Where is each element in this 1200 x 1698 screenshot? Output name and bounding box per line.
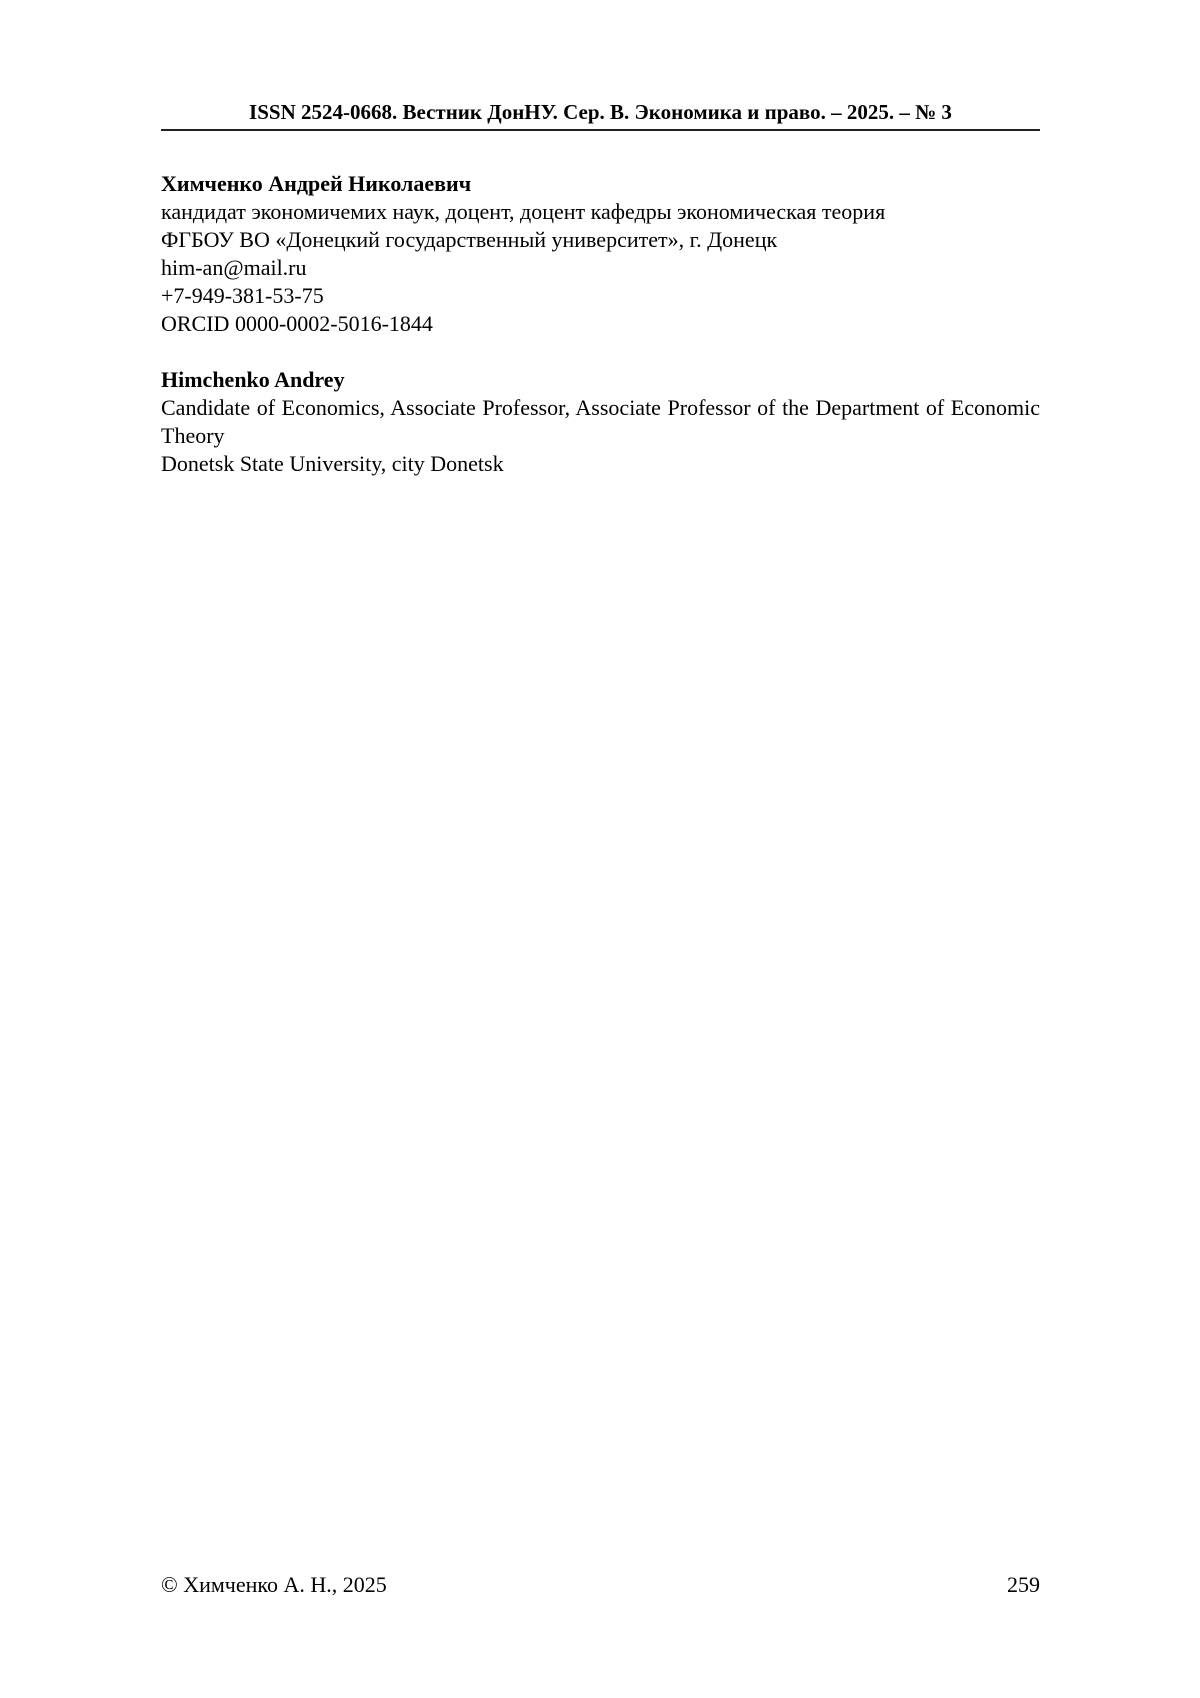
author-phone: +7-949-381-53-75 bbox=[161, 283, 324, 308]
author-orcid: ORCID 0000-0002-5016-1844 bbox=[161, 311, 433, 336]
author-email: him-an@mail.ru bbox=[161, 255, 307, 280]
author-affiliation-ru: ФГБОУ ВО «Донецкий государственный университет», г. Донецк bbox=[161, 227, 778, 252]
author-degree-en: Candidate of Economics, Associate Professor, Associate Professor of the Department of Economic Theory bbox=[161, 395, 1040, 448]
author-degree-ru: кандидат экономичемих наук, доцент, доцент кафедры экономическая теория bbox=[161, 199, 886, 224]
author-name-ru: Химченко Андрей Николаевич bbox=[161, 171, 472, 196]
author-affiliation-en: Donetsk State University, city Donetsk bbox=[161, 451, 504, 476]
author-info-english bbox=[161, 366, 1040, 478]
author-info-russian bbox=[161, 170, 1040, 338]
author-name-en: Himchenko Andrey bbox=[161, 367, 345, 392]
copyright-notice: © Химченко А. Н., 2025 bbox=[161, 1572, 387, 1597]
journal-issue-line: ISSN 2524-0668. Вестник ДонНУ. Сер. В. Экономика и право. – 2025. – № 3 bbox=[249, 100, 952, 124]
page-footer bbox=[161, 1571, 1040, 1599]
page-number: 259 bbox=[1007, 1572, 1040, 1597]
running-header bbox=[161, 100, 1040, 131]
